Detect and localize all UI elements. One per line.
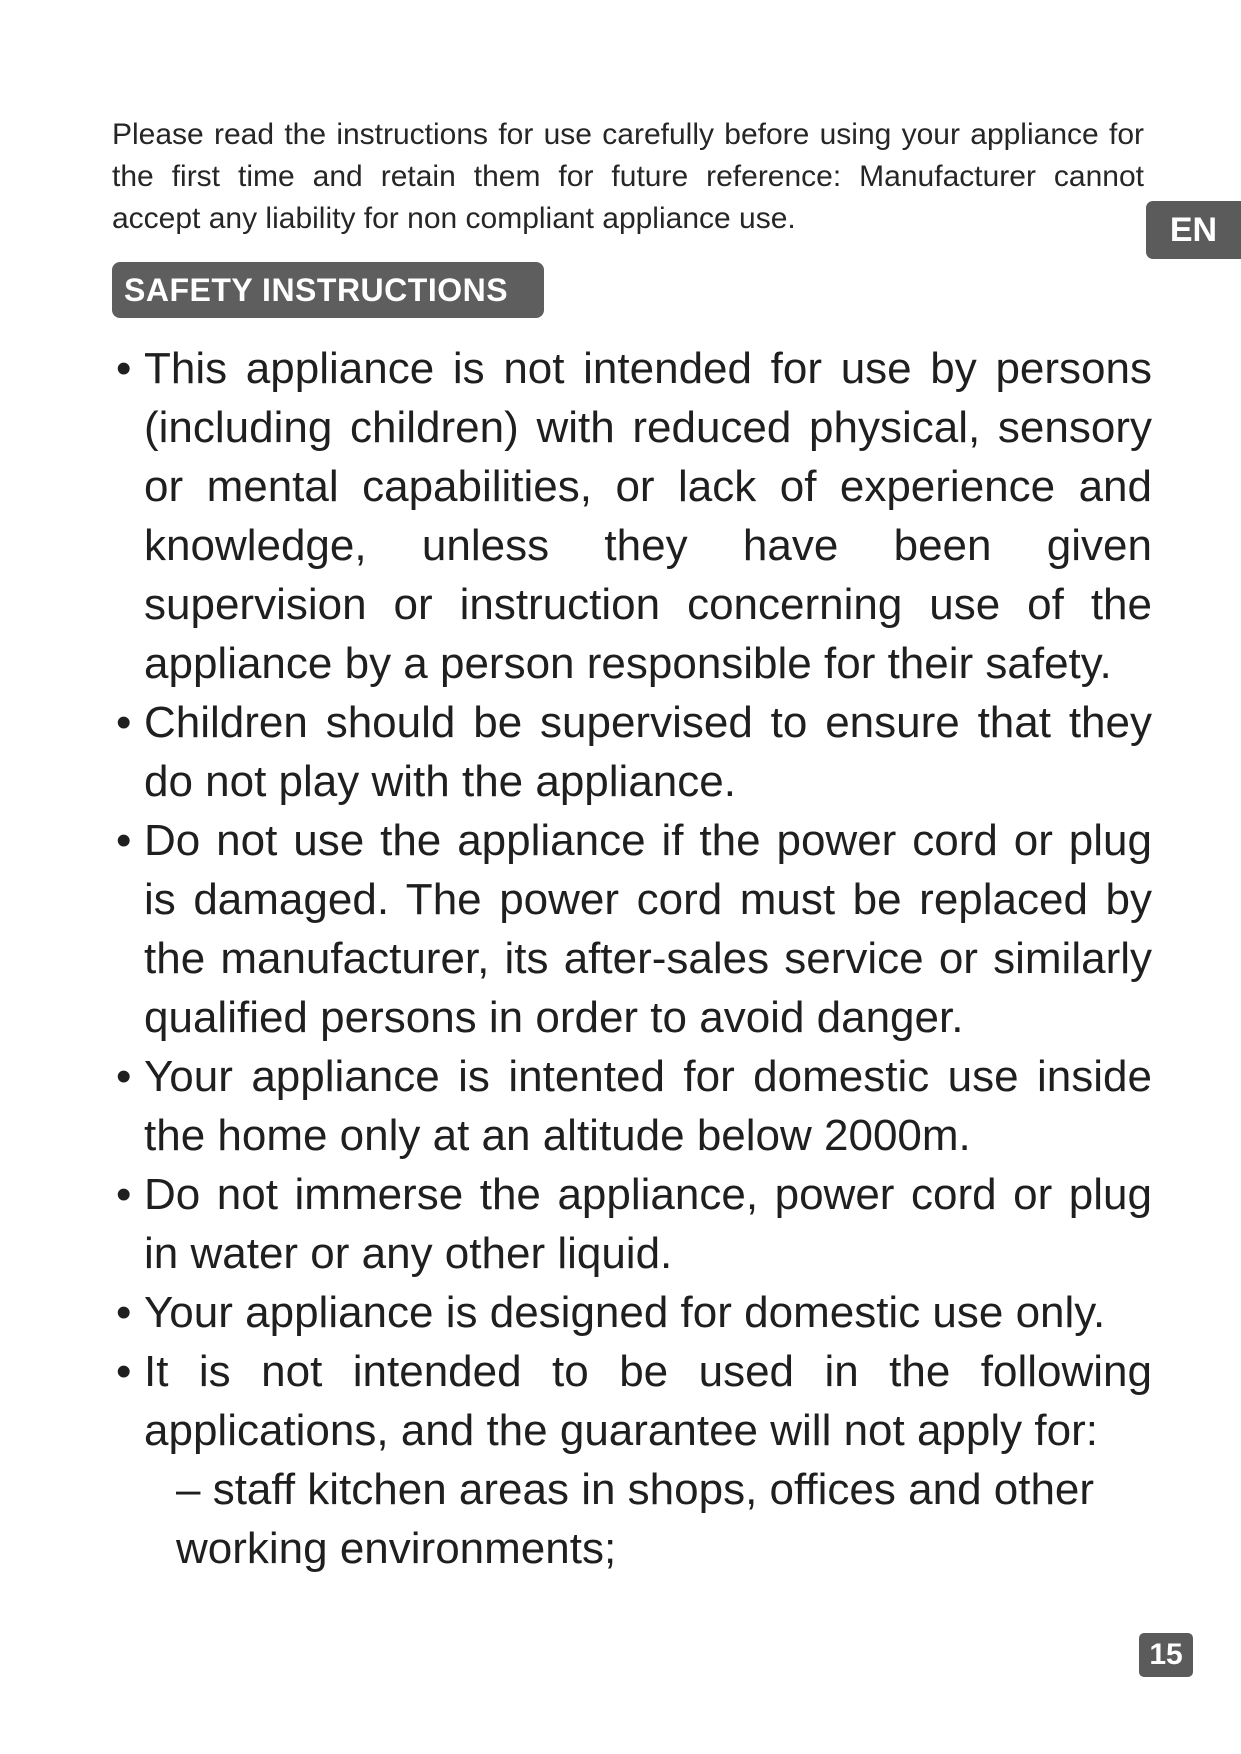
safety-instructions-list xyxy=(112,339,1152,1578)
bullet-icon: • xyxy=(116,1170,132,1219)
list-item-text: It is not intended to be used in the following applications, and the guarantee will not apply for: xyxy=(144,1347,1152,1455)
list-item-text: Do not immerse the appliance, power cord or plug in water or any other liquid. xyxy=(144,1170,1152,1278)
list-item xyxy=(112,1283,1152,1342)
sub-list xyxy=(144,1460,1152,1578)
bullet-icon: • xyxy=(116,1288,132,1337)
list-item-text: Your appliance is intented for domestic use inside the home only at an altitude below 2000m. xyxy=(144,1052,1152,1160)
list-item-text: Do not use the appliance if the power cord or plug is damaged. The power cord must be replaced by the manufacturer, its after-sales service or similarly qualified persons in order to avoid danger. xyxy=(144,816,1152,1042)
sub-list-item: – staff kitchen areas in shops, offices and other working environments; xyxy=(176,1465,1095,1573)
list-item xyxy=(112,1047,1152,1165)
list-item-text: Children should be supervised to ensure that they do not play with the appliance. xyxy=(144,698,1152,806)
bullet-icon: • xyxy=(116,344,132,393)
section-heading: SAFETY INSTRUCTIONS xyxy=(112,262,544,318)
list-item xyxy=(112,693,1152,811)
list-item xyxy=(112,811,1152,1047)
list-item-text: Your appliance is designed for domestic use only. xyxy=(144,1288,1106,1337)
list-item xyxy=(112,1342,1152,1578)
page-number-badge: 15 xyxy=(1139,1633,1193,1677)
bullet-icon: • xyxy=(116,1052,132,1101)
list-item-text: This appliance is not intended for use by persons (including children) with reduced physical, sensory or mental capabilities, or lack of experience and knowledge, unless they have been given supervision or instruction concerning use of the appliance by a person responsible for their safety. xyxy=(144,344,1152,688)
intro-paragraph: Please read the instructions for use carefully before using your appliance for the first time and retain them for future reference: Manufacturer cannot accept any liability for non compliant appliance use. xyxy=(112,118,1144,235)
language-tab: EN xyxy=(1146,201,1241,259)
bullet-icon: • xyxy=(116,698,132,747)
list-item xyxy=(112,339,1152,693)
bullet-icon: • xyxy=(116,1347,132,1396)
list-item xyxy=(112,1165,1152,1283)
bullet-icon: • xyxy=(116,816,132,865)
